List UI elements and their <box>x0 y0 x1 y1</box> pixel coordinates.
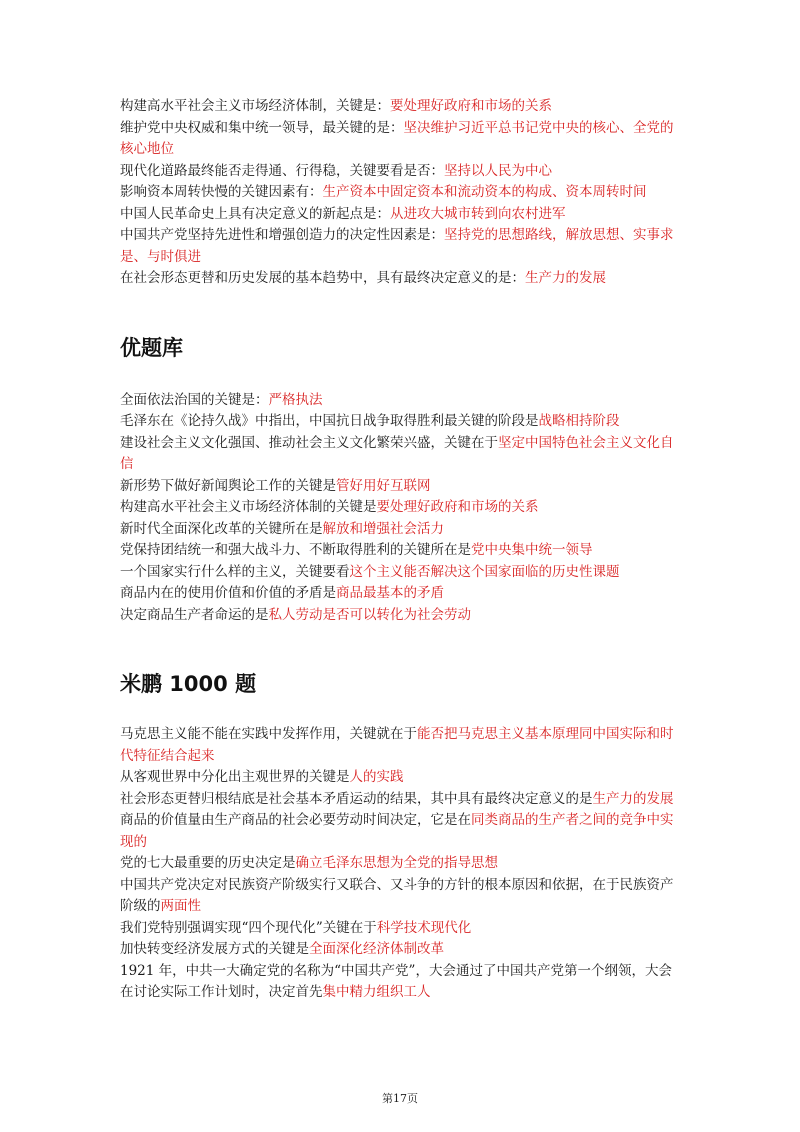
answer-text: 要处理好政府和市场的关系 <box>376 499 539 515</box>
question-text: 马克思主义能不能在实践中发挥作用，关键就在于 <box>120 726 417 742</box>
answer-text: 生产力的发展 <box>592 790 674 807</box>
answer-text: 坚定中国特色社会主义文化自信 <box>120 434 674 472</box>
qa-line <box>120 562 685 584</box>
question-text: 商品的价值量由生产商品的社会必要劳动时间决定，它是在 <box>120 812 471 828</box>
qa-line <box>120 961 685 1004</box>
answer-text: 战略相持阶段 <box>538 413 620 429</box>
question-text: 加快转变经济发展方式的关键是 <box>120 941 309 957</box>
answer-text: 从进攻大城市转到向农村进军 <box>390 205 566 222</box>
question-text: 一个国家实行什么样的主义，关键要看 <box>120 563 350 580</box>
question-text: 中国共产党决定对民族资产阶级实行又联合、又斗争的方针的根本原因和依据，在于民族资产阶级的 <box>120 876 674 914</box>
qa-line <box>120 161 685 183</box>
answer-text: 私人劳动是否可以转化为社会劳动 <box>268 606 471 623</box>
question-text: 建设社会主义文化强国、推动社会主义文化繁荣兴盛，关键在于 <box>120 434 498 451</box>
qa-line <box>120 724 685 767</box>
question-text: 从客观世界中分化出主观世界的关键是 <box>120 769 350 785</box>
answer-text: 坚持以人民为中心 <box>444 162 552 179</box>
answer-text: 全面深化经济体制改革 <box>309 941 444 957</box>
qa-line <box>120 411 685 433</box>
answer-text: 严格执法 <box>268 391 323 408</box>
question-text: 党的七大最重要的历史决定是 <box>120 855 296 871</box>
answer-text: 科学技术现代化 <box>376 919 472 936</box>
qa-line <box>120 605 685 627</box>
question-text: 我们党特别强调实现“四个现代化”关键在于 <box>120 919 377 936</box>
question-text: 在社会形态更替和历史发展的基本趋势中，具有最终决定意义的是： <box>120 270 525 286</box>
answer-text: 坚决维护习近平总书记党中央的核心、全党的核心地位 <box>120 119 674 157</box>
qa-line <box>120 182 685 204</box>
section-youti <box>120 390 685 627</box>
section-key-points <box>120 96 685 290</box>
answer-text: 这个主义能否解决这个国家面临的历史性课题 <box>349 563 620 580</box>
question-text: 影响资本周转快慢的关键因素有： <box>120 184 323 200</box>
answer-text: 集中精力组织工人 <box>322 984 431 1000</box>
answer-text: 生产资本中固定资本和流动资本的构成、资本周转时间 <box>322 184 647 200</box>
answer-text: 解放和增强社会活力 <box>322 520 444 537</box>
question-text: 中国共产党坚持先进性和增强创造力的决定性因素是： <box>120 227 444 243</box>
question-text: 党保持团结统一和强大战斗力、不断取得胜利的关键所在是 <box>120 542 471 558</box>
qa-line <box>120 789 685 811</box>
answer-text: 坚持党的思想路线，解放思想、实事求是、与时俱进 <box>120 227 674 265</box>
qa-line <box>120 767 685 789</box>
document-body <box>120 96 685 1004</box>
question-text: 新时代全面深化改革的关键所在是 <box>120 520 323 537</box>
answer-text: 人的实践 <box>349 769 404 785</box>
section-mipeng <box>120 724 685 1004</box>
qa-line <box>120 583 685 605</box>
qa-line <box>120 875 685 918</box>
question-text: 中国人民革命史上具有决定意义的新起点是： <box>120 205 390 222</box>
qa-line <box>120 118 685 161</box>
qa-line <box>120 497 685 519</box>
question-text: 毛泽东在《论持久战》中指出，中国抗日战争取得胜利最关键的阶段是 <box>120 413 539 429</box>
page-number: 第17页 <box>382 1092 418 1105</box>
answer-text: 党中央集中统一领导 <box>471 542 593 558</box>
question-text: 现代化道路最终能否走得通、行得稳，关键要看是否： <box>120 162 444 179</box>
question-text: 构建高水平社会主义市场经济体制的关键是 <box>120 499 377 515</box>
heading-mipeng: 米鹏 1000 题 <box>120 672 257 696</box>
answer-text: 能否把马克思主义基本原理同中国实际和时代特征结合起来 <box>120 726 674 764</box>
qa-line <box>120 390 685 412</box>
question-text: 构建高水平社会主义市场经济体制，关键是： <box>120 98 390 114</box>
question-text: 商品内在的使用价值和价值的矛盾是 <box>120 585 336 601</box>
qa-line <box>120 519 685 541</box>
qa-line <box>120 476 685 498</box>
qa-line <box>120 810 685 853</box>
qa-line <box>120 540 685 562</box>
qa-line <box>120 96 685 118</box>
qa-line <box>120 268 685 290</box>
question-text: 1921 年，中共一大确定党的名称为“中国共产党”，大会通过了中国共产党第一个纲领，大会在讨论实际工作计划时，决定首先 <box>120 962 672 1000</box>
question-text: 全面依法治国的关键是： <box>120 391 269 408</box>
qa-line <box>120 433 685 476</box>
answer-text: 生产力的发展 <box>525 270 606 286</box>
question-text: 决定商品生产者命运的是 <box>120 606 269 623</box>
answer-text: 确立毛泽东思想为全党的指导思想 <box>295 855 498 871</box>
qa-line <box>120 204 685 226</box>
answer-text: 商品最基本的矛盾 <box>336 585 444 601</box>
qa-line <box>120 939 685 961</box>
qa-line <box>120 918 685 940</box>
qa-line <box>120 225 685 268</box>
answer-text: 两面性 <box>160 898 201 914</box>
question-text: 新形势下做好新闻舆论工作的关键是 <box>120 477 336 494</box>
question-text: 社会形态更替归根结底是社会基本矛盾运动的结果，其中具有最终决定意义的是 <box>120 790 593 807</box>
qa-line <box>120 853 685 875</box>
answer-text: 要处理好政府和市场的关系 <box>390 98 552 114</box>
answer-text: 同类商品的生产者之间的竞争中实现的 <box>120 812 674 850</box>
question-text: 维护党中央权威和集中统一领导，最关键的是： <box>120 119 404 136</box>
answer-text: 管好用好互联网 <box>336 477 431 494</box>
heading-youti: 优题库 <box>120 335 183 360</box>
